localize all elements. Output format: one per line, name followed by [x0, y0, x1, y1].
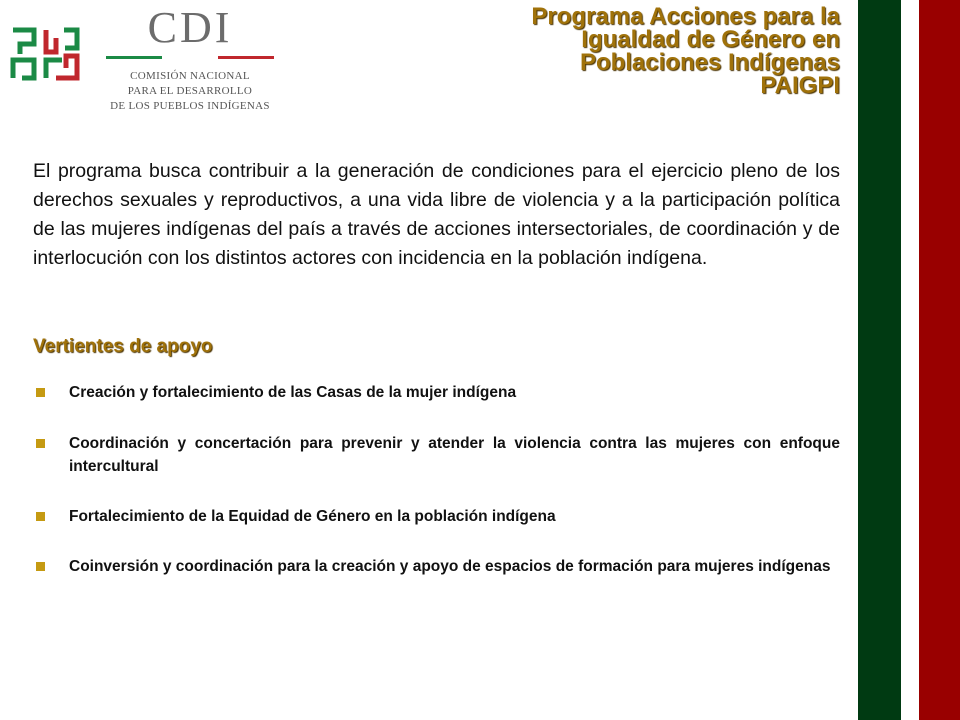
- cdi-logo: [102, 0, 278, 114]
- title-line-4: PAIGPI: [760, 72, 840, 99]
- support-list: [33, 381, 840, 578]
- square-bullet-icon: [36, 439, 45, 448]
- square-bullet-icon: [36, 562, 45, 571]
- list-item: [33, 555, 840, 578]
- list-item-text: Coinversión y coordinación para la creación y apoyo de espacios de formación para mujeres indígenas: [69, 558, 831, 575]
- slide-title: [420, 5, 840, 97]
- section-title: Vertientes de apoyo: [33, 336, 213, 357]
- logo-line-1: COMISIÓN NACIONAL: [130, 70, 250, 82]
- list-item: [33, 505, 840, 528]
- square-bullet-icon: [36, 388, 45, 397]
- red-side-stripe: [919, 0, 960, 720]
- logo-acronym: CDI: [147, 3, 233, 52]
- list-item-text: Coordinación y concertación para prevenir y atender la violencia contra las mujeres con enfoque intercultural: [69, 435, 840, 475]
- list-item: [33, 432, 840, 478]
- list-item-text: Creación y fortalecimiento de las Casas de la mujer indígena: [69, 384, 517, 401]
- cdi-emblem-icon: [10, 26, 80, 82]
- logo-tricolor-rule: [106, 56, 274, 59]
- logo-line-2: PARA EL DESARROLLO: [127, 85, 253, 97]
- title-line-2: Igualdad de Género en: [581, 26, 840, 53]
- logo-line-3: DE LOS PUEBLOS INDÍGENAS: [110, 100, 270, 112]
- list-item: [33, 381, 840, 404]
- green-side-stripe: [858, 0, 901, 720]
- title-line-3: Poblaciones Indígenas: [579, 49, 840, 76]
- square-bullet-icon: [36, 512, 45, 521]
- title-line-1: Programa Acciones para la: [531, 3, 840, 30]
- intro-paragraph: El programa busca contribuir a la generación de condiciones para el ejercicio pleno de los derechos sexuales y reproductivos, a una vida libre de violencia y a la participación política de las mujeres indígenas del país a través de acciones intersectoriales, de coordinación y de interlocución con los distintos actores con incidencia en la población indígena.: [33, 160, 840, 269]
- list-item-text: Fortalecimiento de la Equidad de Género en la población indígena: [69, 508, 556, 525]
